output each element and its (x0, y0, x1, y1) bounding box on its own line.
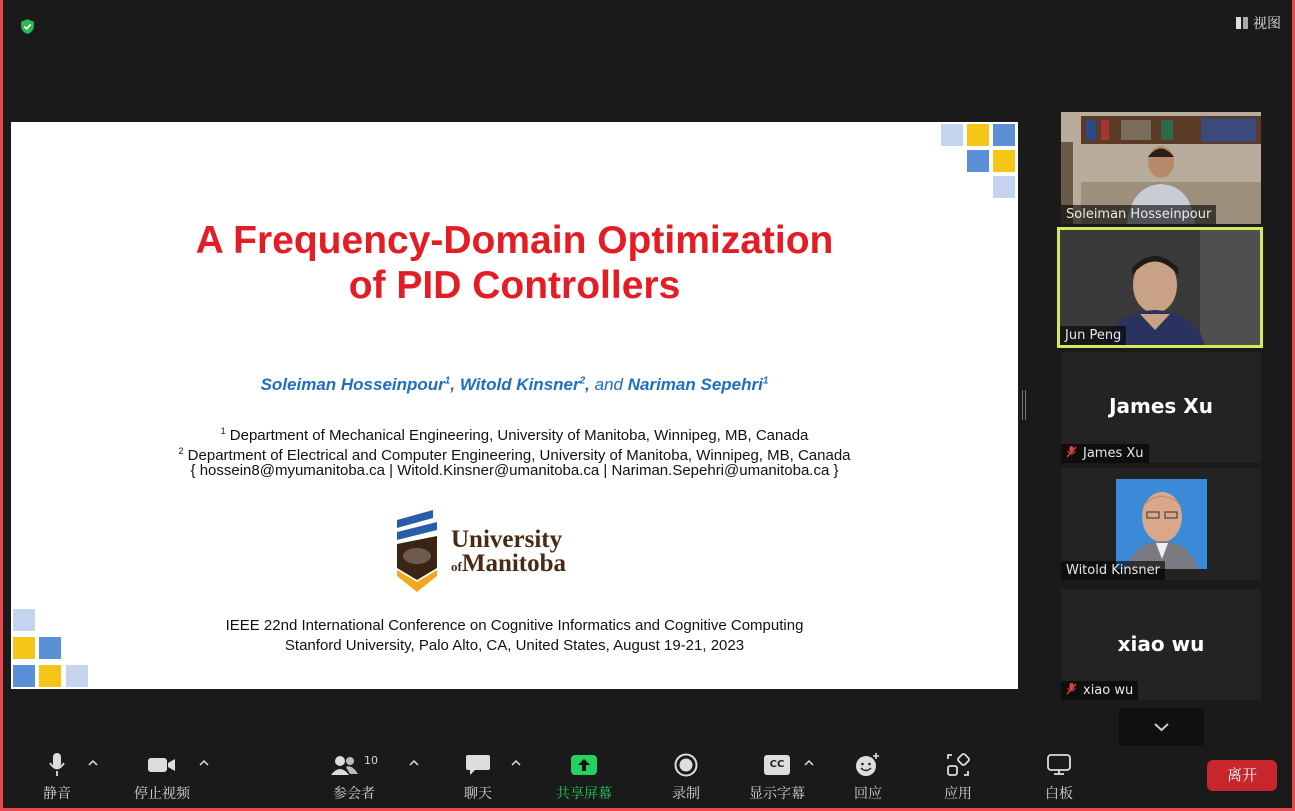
record-label: 录制 (672, 786, 700, 802)
whiteboard-icon (1046, 753, 1072, 777)
chevron-up-icon[interactable] (804, 759, 814, 767)
stop-video-button[interactable] (122, 745, 202, 803)
deco-square (13, 665, 35, 687)
participant-name: Jun Peng (1060, 326, 1126, 345)
deco-square (993, 176, 1015, 198)
reactions-button[interactable] (828, 745, 908, 803)
author-1: Soleiman Hosseinpour (260, 375, 445, 394)
mic-muted-icon (1066, 446, 1077, 458)
deco-square (941, 124, 963, 146)
logo-line1: University (451, 526, 563, 553)
share-screen-label: 共享屏幕 (556, 786, 612, 802)
deco-square (967, 150, 989, 172)
participant-name-bar (1061, 681, 1138, 700)
share-screen-icon (570, 754, 598, 776)
panel-resize-handle[interactable] (1022, 390, 1026, 420)
participants-button[interactable] (314, 745, 394, 803)
author-emails: { hossein8@myumanitoba.ca | Witold.Kinsner@umanitoba.ca | Nariman.Sepehri@umanitoba.ca } (190, 462, 839, 479)
participant-tile[interactable] (1061, 112, 1261, 224)
participant-name: Soleiman Hosseinpour (1061, 205, 1216, 224)
mute-label: 静音 (43, 786, 71, 802)
apps-button[interactable] (918, 745, 998, 803)
video-camera-icon (147, 755, 177, 775)
view-button[interactable] (1236, 12, 1281, 34)
apps-icon (946, 753, 970, 777)
participant-display-name: xiao wu (1117, 632, 1205, 656)
participant-name: xiao wu (1083, 683, 1134, 698)
captions-button[interactable] (737, 745, 817, 803)
slide-title-line2: of PID Controllers (348, 264, 681, 307)
conference-line1: IEEE 22nd International Conference on Cognitive Informatics and Cognitive Computing (225, 617, 804, 634)
chat-button[interactable] (438, 745, 518, 803)
captions-label: 显示字幕 (749, 786, 805, 802)
chevron-down-icon (1119, 708, 1204, 746)
participants-icon (330, 754, 360, 776)
participant-name-bar (1061, 444, 1149, 463)
deco-square (967, 124, 989, 146)
participant-tile[interactable] (1061, 468, 1261, 580)
participant-tile-active-speaker[interactable] (1057, 227, 1263, 348)
chevron-up-icon[interactable] (199, 759, 209, 767)
author-2-sup: 2 (579, 375, 586, 387)
leave-meeting-button[interactable]: 离开 (1207, 760, 1277, 791)
closed-captions-icon: CC (764, 755, 790, 775)
microphone-icon (48, 752, 66, 778)
stop-video-label: 停止视频 (134, 786, 190, 802)
author-1-sup: 1 (444, 375, 451, 387)
chat-bubble-icon (465, 754, 491, 776)
profile-photo (1116, 479, 1207, 569)
chat-label: 聊天 (464, 786, 492, 802)
record-button[interactable] (646, 745, 726, 803)
view-grid-icon (1236, 17, 1248, 29)
participant-tile[interactable] (1061, 589, 1261, 700)
affiliation-1: $^1$ Department of Mechanical Engineering, University of Manitoba, Winnipeg, MB, Canada (220, 426, 809, 444)
deco-square (993, 124, 1015, 146)
whiteboard-label: 白板 (1045, 786, 1073, 802)
university-logo (393, 510, 583, 594)
affiliation-2: $^2$ Department of Electrical and Computer Engineering, University of Manitoba, Winnipeg, MB, Canada (178, 446, 851, 464)
meeting-toolbar (0, 745, 1295, 811)
shared-slide (11, 122, 1018, 689)
slide-authors: Soleiman Hosseinpour$^1$, Witold Kinsner$^2$, and Nariman Sepehri$^1$ (260, 375, 769, 394)
chevron-up-icon[interactable] (88, 759, 98, 767)
security-shield-icon[interactable] (19, 18, 36, 35)
share-screen-button[interactable] (544, 745, 624, 803)
chevron-up-icon[interactable] (511, 759, 521, 767)
conference-line2: Stanford University, Palo Alto, CA, United States, August 19-21, 2023 (284, 637, 745, 654)
mic-muted-icon (1066, 683, 1077, 695)
emoji-reaction-icon (855, 752, 881, 778)
bison-crest-icon (393, 510, 441, 594)
author-3-sup: 1 (762, 375, 769, 387)
participant-tile[interactable] (1061, 352, 1261, 463)
reactions-label: 回应 (854, 786, 882, 802)
deco-square (66, 665, 88, 687)
logo-of: of (451, 559, 462, 574)
author-2: Witold Kinsner (459, 375, 580, 394)
participant-display-name: James Xu (1109, 394, 1213, 418)
view-label: 视图 (1253, 16, 1281, 32)
scroll-more-participants-button[interactable] (1119, 708, 1204, 746)
participant-name: Witold Kinsner (1061, 561, 1165, 580)
whiteboard-button[interactable] (1019, 745, 1099, 803)
mute-button[interactable] (17, 745, 97, 803)
deco-square (993, 150, 1015, 172)
participants-label: 参会者 (333, 786, 375, 802)
author-3: Nariman Sepehri (627, 375, 763, 394)
author-and: and (594, 375, 623, 394)
slide-title-line1: A Frequency-Domain Optimization (195, 219, 834, 262)
deco-square (39, 665, 61, 687)
participants-count-badge: 10 (364, 753, 378, 767)
logo-line2: Manitoba (461, 550, 567, 577)
chevron-up-icon[interactable] (409, 759, 419, 767)
participant-name: James Xu (1083, 446, 1144, 461)
apps-label: 应用 (944, 786, 972, 802)
record-icon (674, 753, 698, 777)
